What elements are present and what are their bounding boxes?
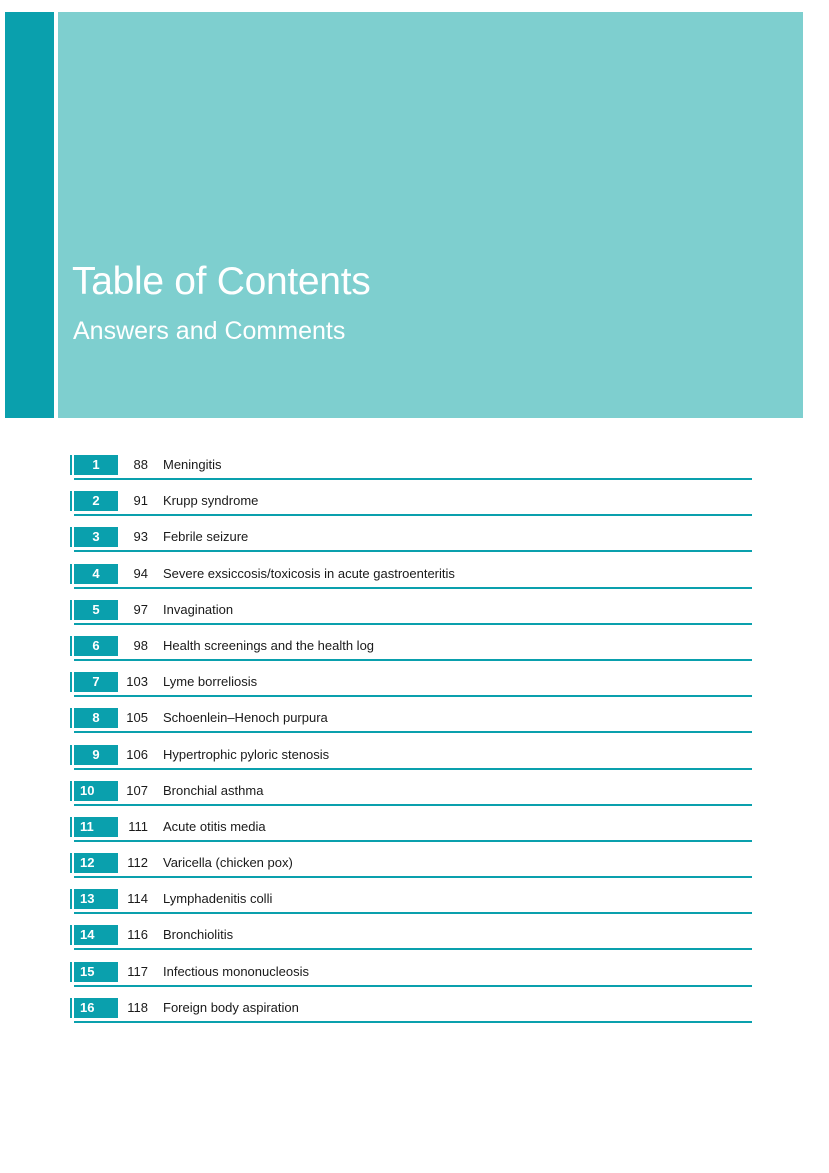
toc-entry[interactable] (70, 600, 752, 636)
chapter-number-badge: 15 (74, 962, 118, 982)
row-tick-mark (70, 636, 72, 656)
row-tick-mark (70, 527, 72, 547)
page-number: 93 (133, 529, 148, 545)
page-number: 111 (128, 818, 148, 834)
toc-entry[interactable] (70, 708, 752, 744)
page-number: 106 (126, 746, 148, 762)
entry-title: Foreign body aspiration (163, 999, 299, 1015)
toc-entry[interactable] (70, 817, 752, 853)
toc-entry[interactable] (70, 889, 752, 925)
row-tick-mark (70, 745, 72, 765)
page-number: 98 (133, 637, 148, 653)
chapter-number-badge: 4 (74, 564, 118, 584)
row-divider (74, 623, 752, 625)
chapter-number-badge: 10 (74, 781, 118, 801)
row-tick-mark (70, 817, 72, 837)
page-subtitle: Answers and Comments (73, 317, 346, 345)
page-number: 112 (127, 855, 148, 871)
chapter-number-badge: 3 (74, 527, 118, 547)
toc-entry[interactable] (70, 745, 752, 781)
row-divider (74, 840, 752, 842)
page-number: 105 (126, 710, 148, 726)
entry-title: Lymphadenitis colli (163, 891, 273, 907)
row-tick-mark (70, 455, 72, 475)
toc-entry[interactable] (70, 672, 752, 708)
row-divider (74, 659, 752, 661)
row-tick-mark (70, 889, 72, 909)
toc-entry[interactable] (70, 998, 752, 1034)
entry-title: Hypertrophic pyloric stenosis (163, 746, 330, 762)
row-divider (74, 550, 752, 552)
row-tick-mark (70, 491, 72, 511)
row-divider (74, 912, 752, 914)
toc-entry[interactable] (70, 962, 752, 998)
toc-entry[interactable] (70, 636, 752, 672)
page-number: 107 (126, 782, 148, 798)
entry-title: Febrile seizure (163, 529, 249, 545)
toc-entry[interactable] (70, 781, 752, 817)
entry-title: Bronchial asthma (163, 782, 264, 798)
side-accent-bar (5, 12, 54, 418)
page-number: 88 (133, 457, 148, 472)
entry-title: Varicella (chicken pox) (163, 855, 293, 871)
row-tick-mark (70, 781, 72, 801)
chapter-number-badge: 1 (74, 455, 118, 475)
entry-title: Lyme borreliosis (163, 674, 258, 690)
row-divider (74, 587, 752, 589)
row-tick-mark (70, 564, 72, 584)
chapter-number-badge: 8 (74, 708, 118, 728)
row-divider (74, 514, 752, 516)
page-number: 117 (127, 963, 148, 979)
row-divider (74, 768, 752, 770)
page-number: 103 (126, 674, 148, 690)
entry-title: Krupp syndrome (163, 493, 259, 509)
chapter-number-badge: 11 (74, 817, 118, 837)
toc-entry[interactable] (70, 853, 752, 889)
row-tick-mark (70, 853, 72, 873)
page-number: 97 (133, 601, 148, 617)
row-divider (74, 804, 752, 806)
header-panel (58, 12, 803, 418)
row-tick-mark (70, 600, 72, 620)
chapter-number-badge: 13 (74, 889, 118, 909)
page-number: 114 (127, 891, 148, 907)
row-divider (74, 478, 752, 480)
entry-title: Schoenlein–Henoch purpura (163, 710, 328, 726)
chapter-number-badge: 9 (74, 745, 118, 765)
row-divider (74, 731, 752, 733)
toc-entry[interactable] (70, 491, 752, 527)
toc-entry[interactable] (70, 455, 752, 491)
row-tick-mark (70, 925, 72, 945)
entry-title: Acute otitis media (163, 818, 266, 834)
row-tick-mark (70, 998, 72, 1018)
page-number: 118 (127, 999, 148, 1015)
row-divider (74, 948, 752, 950)
chapter-number-badge: 16 (74, 998, 118, 1018)
row-divider (74, 876, 752, 878)
entry-title: Invagination (163, 601, 234, 617)
chapter-number-badge: 7 (74, 672, 118, 692)
page-title: Table of Contents (72, 260, 371, 303)
toc-list (70, 455, 752, 1034)
row-divider (74, 695, 752, 697)
chapter-number-badge: 12 (74, 853, 118, 873)
toc-entry[interactable] (70, 925, 752, 961)
row-tick-mark (70, 962, 72, 982)
entry-title: Infectious mononucleosis (163, 963, 309, 979)
row-tick-mark (70, 708, 72, 728)
row-tick-mark (70, 672, 72, 692)
entry-title: Severe exsiccosis/toxicosis in acute gastroenteritis (163, 565, 455, 581)
entry-title: Health screenings and the health log (163, 637, 375, 653)
chapter-number-badge: 5 (74, 600, 118, 620)
row-divider (74, 1021, 752, 1023)
page-number: 91 (133, 493, 148, 509)
page-number: 116 (127, 927, 148, 943)
page-number: 94 (133, 565, 148, 581)
entry-title: Bronchiolitis (163, 927, 234, 943)
entry-title: Meningitis (163, 457, 222, 472)
toc-entry[interactable] (70, 527, 752, 563)
chapter-number-badge: 6 (74, 636, 118, 656)
chapter-number-badge: 2 (74, 491, 118, 511)
chapter-number-badge: 14 (74, 925, 118, 945)
toc-entry[interactable] (70, 564, 752, 600)
row-divider (74, 985, 752, 987)
